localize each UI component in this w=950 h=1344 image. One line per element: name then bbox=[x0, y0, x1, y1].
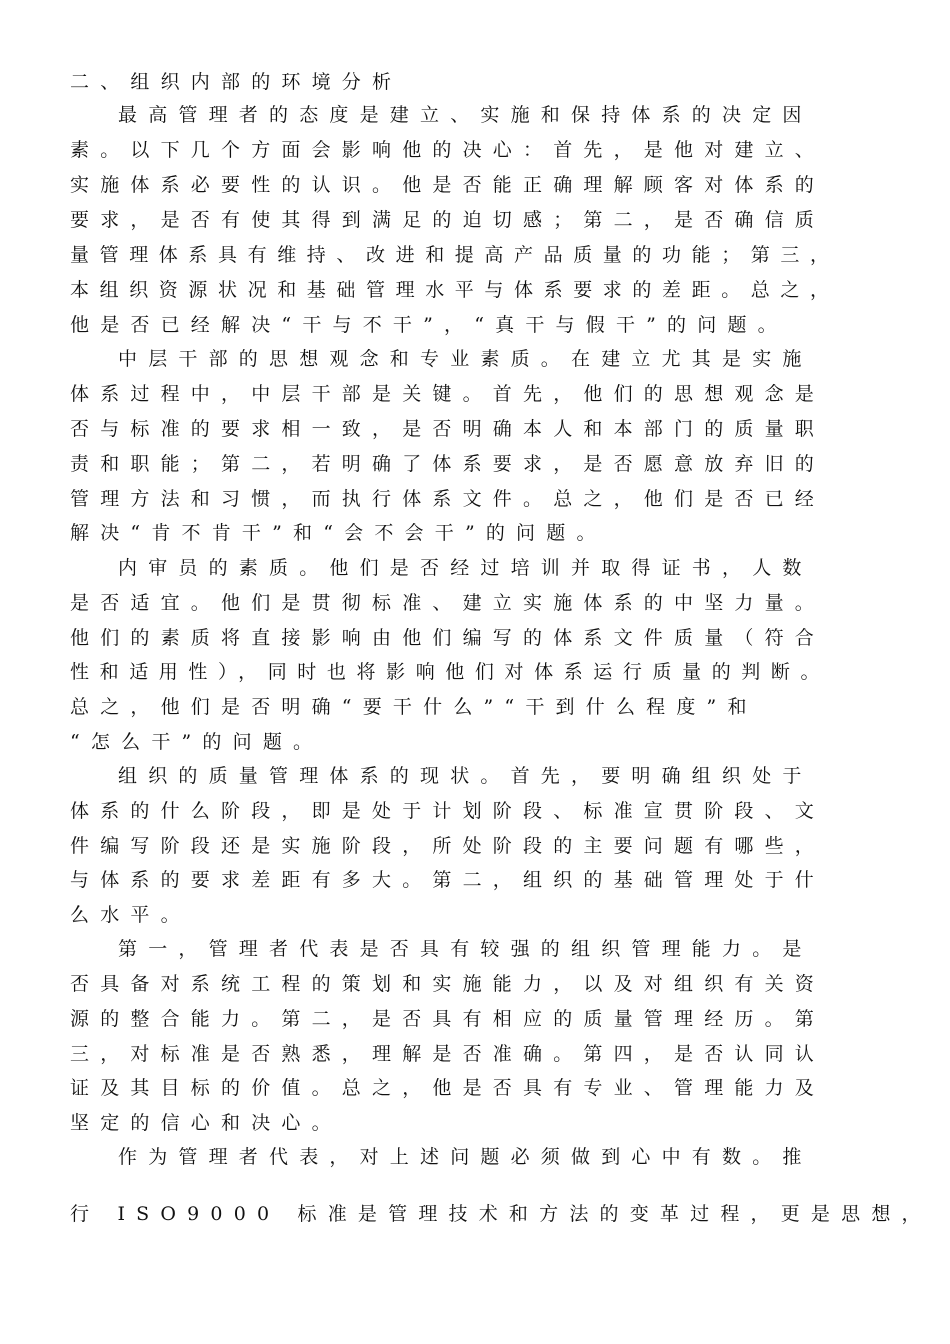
paragraph-line: 他是否已经解决“干与不干”，“真干与假干”的问题。 bbox=[70, 314, 788, 336]
paragraph-line: 本组织资源状况和基础管理水平与体系要求的差距。总之， bbox=[70, 279, 840, 301]
paragraph-line: 坚定的信心和决心。 bbox=[70, 1112, 342, 1134]
paragraph-line: 内审员的素质。他们是否经过培训并取得证书，人数 bbox=[118, 557, 813, 579]
paragraph-line: 么水平。 bbox=[70, 904, 191, 926]
paragraph-line: 第一，管理者代表是否具有较强的组织管理能力。是 bbox=[118, 938, 813, 960]
paragraph-line: 否与标准的要求相一致，是否明确本人和本部门的质量职 bbox=[70, 418, 826, 440]
paragraph-line: 要求，是否有使其得到满足的迫切感；第二，是否确信质 bbox=[70, 209, 826, 231]
paragraph-line: 作为管理者代表，对上述问题必须做到心中有数。推 bbox=[118, 1146, 813, 1168]
paragraph-line: 性和适用性），同时也将影响他们对体系运行质量的判断。 bbox=[70, 661, 831, 683]
paragraph-line: “怎么干”的问题。 bbox=[70, 731, 324, 753]
paragraph-line: 否具备对系统工程的策划和实施能力，以及对组织有关资 bbox=[70, 973, 826, 995]
paragraph-line: 总之，他们是否明确“要干什么”“干到什么程度”和 bbox=[70, 696, 758, 718]
paragraph-line: 证及其目标的价值。总之，他是否具有专业、管理能力及 bbox=[70, 1077, 826, 1099]
paragraph-line: 行 ISO9000 标准是管理技术和方法的变革过程，更是思想， bbox=[70, 1203, 932, 1225]
paragraph-line: 与体系的要求差距有多大。第二，组织的基础管理处于什 bbox=[70, 869, 826, 891]
paragraph-line: 体系的什么阶段，即是处于计划阶段、标准宣贯阶段、文 bbox=[70, 800, 826, 822]
paragraph-line: 管理方法和习惯，而执行体系文件。总之，他们是否已经 bbox=[70, 488, 826, 510]
paragraph-line: 素。以下几个方面会影响他的决心：首先，是他对建立、 bbox=[70, 139, 826, 161]
paragraph-line: 他们的素质将直接影响由他们编写的体系文件质量（符合 bbox=[70, 627, 826, 649]
paragraph-line: 责和职能；第二，若明确了体系要求，是否愿意放弃旧的 bbox=[70, 453, 826, 475]
paragraph-line: 实施体系必要性的认识。他是否能正确理解顾客对体系的 bbox=[70, 174, 826, 196]
paragraph-line: 源的整合能力。第二，是否具有相应的质量管理经历。第 bbox=[70, 1008, 826, 1030]
paragraph-line: 三，对标准是否熟悉，理解是否准确。第四，是否认同认 bbox=[70, 1043, 826, 1065]
paragraph-line: 件编写阶段还是实施阶段，所处阶段的主要问题有哪些， bbox=[70, 835, 826, 857]
section-heading: 二、组织内部的环境分析 bbox=[70, 71, 403, 93]
paragraph-line: 组织的质量管理体系的现状。首先，要明确组织处于 bbox=[118, 765, 813, 787]
paragraph-line: 解决“肯不肯干”和“会不会干”的问题。 bbox=[70, 522, 607, 544]
paragraph-line: 最高管理者的态度是建立、实施和保持体系的决定因 bbox=[118, 104, 813, 126]
paragraph-line: 是否适宜。他们是贯彻标准、建立实施体系的中坚力量。 bbox=[70, 592, 826, 614]
paragraph-line: 量管理体系具有维持、改进和提高产品质量的功能；第三， bbox=[70, 244, 840, 266]
paragraph-line: 体系过程中，中层干部是关键。首先，他们的思想观念是 bbox=[70, 383, 826, 405]
paragraph-line: 中层干部的思想观念和专业素质。在建立尤其是实施 bbox=[118, 348, 813, 370]
